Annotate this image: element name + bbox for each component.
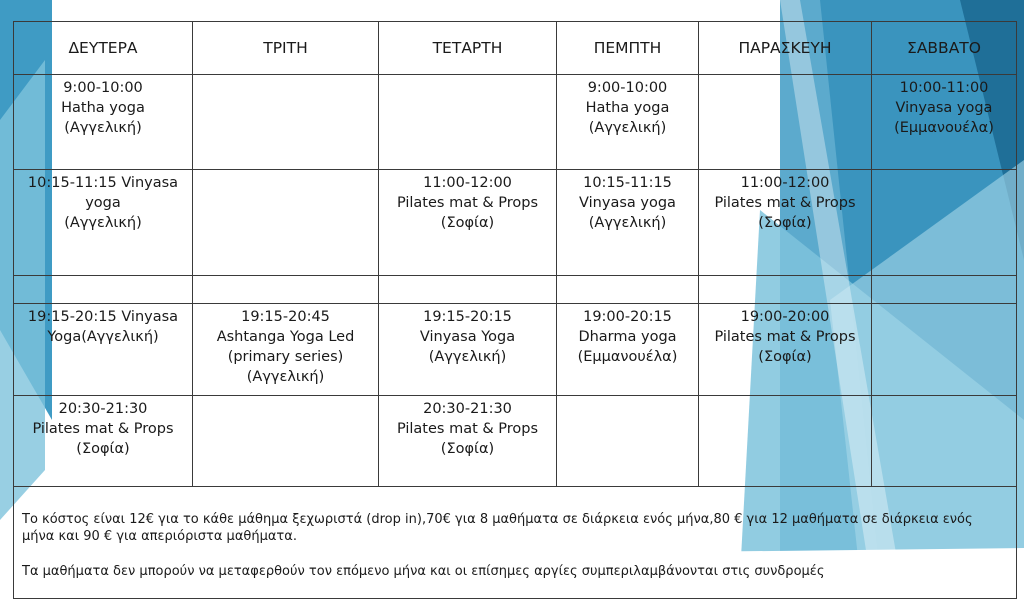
class-cell: 20:30-21:30 Pilates mat & Props (Σοφία) [14, 396, 193, 487]
day-header-row [14, 22, 1017, 75]
class-cell [193, 170, 379, 276]
table-row [14, 276, 1017, 304]
class-cell: 10:15-11:15 Vinyasa yoga (Αγγελική) [557, 170, 699, 276]
class-cell: 19:15-20:15 Vinyasa Yoga(Αγγελική) [14, 304, 193, 396]
class-cell [557, 276, 699, 304]
class-cell [193, 276, 379, 304]
class-cell [557, 396, 699, 487]
table-row [14, 170, 1017, 276]
pricing-note-cell [14, 487, 1017, 599]
class-cell: 19:15-20:45 Ashtanga Yoga Led (primary series) (Αγγελική) [193, 304, 379, 396]
class-cell: 9:00-10:00 Hatha yoga (Αγγελική) [557, 75, 699, 170]
class-cell [699, 75, 872, 170]
class-cell: 20:30-21:30 Pilates mat & Props (Σοφία) [379, 396, 557, 487]
class-cell: 19:00-20:15 Dharma yoga (Εμμανουέλα) [557, 304, 699, 396]
class-cell [872, 304, 1017, 396]
class-cell: 10:15-11:15 Vinyasa yoga (Αγγελική) [14, 170, 193, 276]
day-header-tuesday: ΤΡΙΤΗ [193, 22, 379, 75]
table-row [14, 396, 1017, 487]
class-cell [872, 170, 1017, 276]
class-cell [379, 75, 557, 170]
class-cell [872, 276, 1017, 304]
day-header-wednesday: ΤΕΤΑΡΤΗ [379, 22, 557, 75]
class-cell [699, 396, 872, 487]
day-header-friday: ΠΑΡΑΣΚΕΥΗ [699, 22, 872, 75]
class-cell [193, 396, 379, 487]
day-header-thursday: ΠΕΜΠΤΗ [557, 22, 699, 75]
class-cell: 11:00-12:00 Pilates mat & Props (Σοφία) [379, 170, 557, 276]
pricing-text: Το κόστος είναι 12€ για το κάθε μάθημα ξεχωριστά (drop in),70€ για 8 μαθήματα σε διάρκεια ενός μήνα,80 € για 12 μαθήματα σε διάρκεια ενός μήνα και 90 € για απεριόριστα μαθήματα. [22, 511, 973, 544]
class-cell [379, 276, 557, 304]
class-cell: 19:15-20:15 Vinyasa Yoga (Αγγελική) [379, 304, 557, 396]
weekly-schedule-table [13, 21, 1017, 599]
day-header-monday: ΔΕΥΤΕΡΑ [14, 22, 193, 75]
class-cell [872, 396, 1017, 487]
class-cell: 19:00-20:00 Pilates mat & Props (Σοφία) [699, 304, 872, 396]
table-row [14, 304, 1017, 396]
table-row [14, 75, 1017, 170]
class-cell [193, 75, 379, 170]
class-cell [699, 276, 872, 304]
class-cell: 11:00-12:00 Pilates mat & Props (Σοφία) [699, 170, 872, 276]
day-header-saturday: ΣΑΒΒΑΤΟ [872, 22, 1017, 75]
class-cell: 10:00-11:00 Vinyasa yoga (Εμμανουέλα) [872, 75, 1017, 170]
class-cell: 9:00-10:00 Hatha yoga (Αγγελική) [14, 75, 193, 170]
class-cell [14, 276, 193, 304]
schedule-container [13, 21, 1017, 599]
policy-text: Τα μαθήματα δεν μπορούν να μεταφερθούν τον επόμενο μήνα και οι επίσημες αργίες συμπεριλαμβάνονται στις συνδρομές [22, 564, 825, 579]
footer-row [14, 487, 1017, 599]
